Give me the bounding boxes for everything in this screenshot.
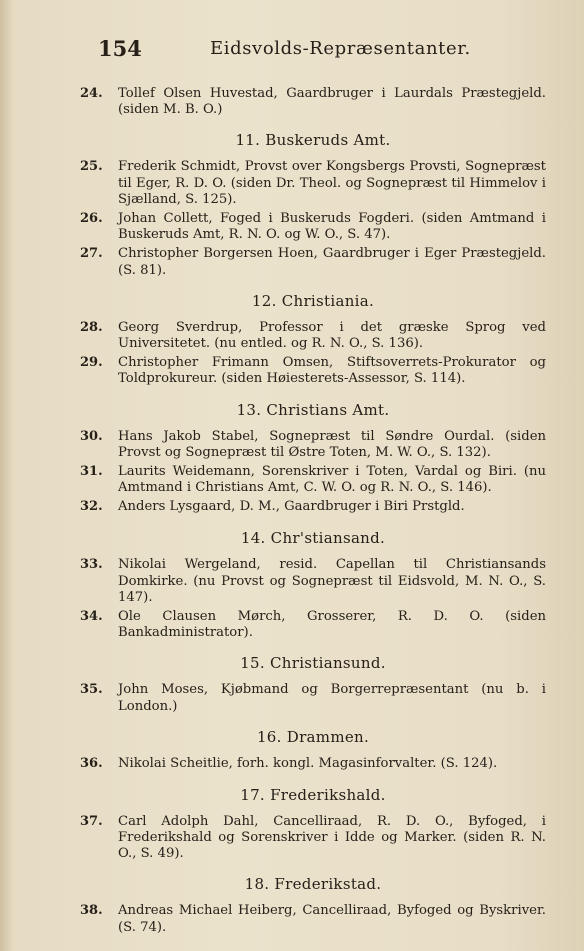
entry-number: 36. [80, 755, 103, 771]
list-entry [80, 609, 546, 641]
list-entry [80, 355, 546, 387]
entry-text: Carl Adolph Dahl, Cancelliraad, R. D. O., Byfoged, i Frederikshald og Sorenskriver i Idde og Marker. (siden R. N. O., S. 49). [118, 813, 546, 862]
section-heading: 13. Christians Amt. [236, 400, 390, 419]
entry-text: Christopher Borgersen Hoen, Gaardbruger i Eger Præstegjeld. (S. 81). [118, 246, 546, 278]
entry-number: 26. [80, 211, 103, 227]
entry-number: 27. [80, 246, 103, 262]
entry-text: John Moses, Kjøbmand og Borgerrepræsentant (nu b. i London.) [118, 682, 546, 714]
entry-number: 25. [80, 159, 103, 175]
section-heading: 12. Christiania. [251, 291, 375, 310]
running-title: Eidsvolds-Repræsentanter. [210, 38, 471, 59]
section-heading: 11. Buskeruds Amt. [235, 131, 391, 150]
entry-text: Andreas Michael Heiberg, Cancelliraad, Byfoged og Byskriver. (S. 74). [118, 903, 546, 935]
list-entry [80, 429, 546, 461]
entry-number: 31. [80, 464, 103, 480]
list-entry [80, 86, 546, 118]
list-entry [80, 903, 546, 935]
list-entry [80, 557, 546, 606]
entry-number: 28. [80, 319, 103, 335]
entry-text: Ole Clausen Mørch, Grosserer, R. D. O. (siden Bankadministrator). [118, 609, 546, 641]
section-heading: 17. Frederikshald. [240, 785, 386, 804]
entry-number: 30. [80, 428, 103, 444]
entry-number: 37. [80, 813, 103, 829]
entry-text: Frederik Schmidt, Provst over Kongsbergs Provsti, Sognepræst til Eger, R. D. O. (siden Dr. Theol. og Sognepræst til Himmelov i Sjælland, S. 125). [118, 159, 546, 207]
list-entry [80, 682, 546, 714]
list-entry [80, 814, 546, 863]
entry-text: Anders Lysgaard, D. M., Gaardbruger i Biri Prstgld. [118, 499, 465, 515]
entry-text: Nikolai Wergeland, resid. Capellan til Christiansands Domkirke. (nu Provst og Sognepræst til Eidsvold, M. N. O., S. 147). [118, 557, 546, 605]
entry-number: 34. [80, 609, 103, 625]
entry-text: Nikolai Scheitlie, forh. kongl. Magasinforvalter. (S. 124). [118, 755, 498, 771]
page-header [98, 36, 544, 66]
list-entry [80, 499, 546, 516]
entry-number: 35. [80, 682, 103, 698]
page-number: 154 [98, 36, 142, 61]
section-heading: 15. Christiansund. [240, 654, 386, 673]
entry-number: 33. [80, 557, 103, 573]
list-entry [80, 211, 546, 243]
entry-number: 24. [80, 86, 103, 101]
entry-number: 32. [80, 499, 103, 515]
page-content [80, 86, 546, 939]
section-heading: 14. Chr'stiansand. [240, 529, 386, 548]
list-entry [80, 464, 546, 496]
section-heading: 16. Drammen. [256, 727, 370, 746]
list-entry [80, 159, 546, 208]
entry-number: 38. [80, 903, 103, 919]
entry-text: Georg Sverdrup, Professor i det græske Sprog ved Universitetet. (nu entled. og R. N. O., S. 136). [118, 319, 546, 352]
entry-text: Christopher Frimann Omsen, Stiftsoverrets-Prokurator og Toldprokureur. (siden Høiesterets-Assessor, S. 114). [118, 355, 546, 387]
entry-number: 29. [80, 355, 103, 371]
list-entry [80, 320, 546, 352]
entry-text: Hans Jakob Stabel, Sognepræst til Søndre Ourdal. (siden Provst og Sognepræst til Østre Toten, M. W. O., S. 132). [118, 428, 546, 460]
entry-text: Laurits Weidemann, Sorenskriver i Toten, Vardal og Biri. (nu Amtmand i Christians Amt, C. W. O. og R. N. O., S. 146). [118, 464, 546, 496]
list-entry [80, 756, 546, 773]
list-entry [80, 246, 546, 278]
entry-text: Tollef Olsen Huvestad, Gaardbruger i Laurdals Præstegjeld. (siden M. B. O.) [118, 86, 546, 118]
section-heading: 18. Frederikstad. [244, 875, 382, 894]
entry-text: Johan Collett, Foged i Buskeruds Fogderi. (siden Amtmand i Buskeruds Amt, R. N. O. og W. O., S. 47). [118, 211, 546, 243]
